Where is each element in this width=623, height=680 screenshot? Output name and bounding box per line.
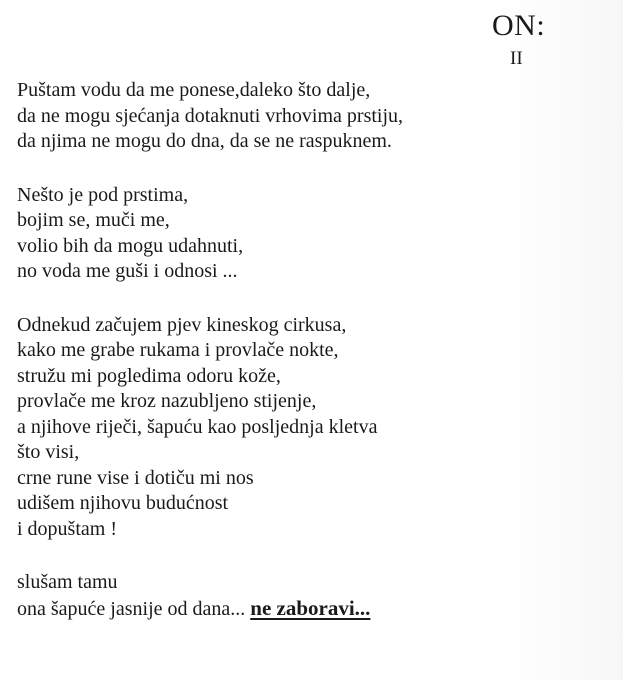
poem-line: stružu mi pogledima odoru kože, (17, 364, 281, 387)
poem-line: da ne mogu sjećanja dotaknuti vrhovima prstiju, (17, 104, 404, 127)
stanza-2 (17, 183, 617, 285)
poem-line: da njima ne mogu do dna, da se ne raspuknem. (17, 130, 392, 152)
poem-line: provlače me kroz nazubljeno stijenje, (17, 390, 317, 412)
poem-line: udišem njihovu budućnost (17, 492, 229, 514)
stanza-1 (17, 78, 617, 155)
poem-line: volio bih da mogu udahnuti, (17, 234, 244, 257)
poem-part-number: II (510, 48, 523, 69)
poem-final-line (17, 596, 617, 623)
poem-line: bojim se, muči me, (17, 209, 170, 231)
poem-line: Puštam vodu da me ponese,daleko što dalje, (17, 79, 371, 101)
stanza-3 (17, 313, 617, 543)
poem-line: kako me grabe rukama i provlače nokte, (17, 339, 339, 361)
stanza-4 (17, 570, 617, 622)
poem-line: slušam tamu (17, 571, 118, 593)
poem-line: što visi, (17, 441, 80, 463)
poem-title: ON: (492, 9, 546, 42)
final-emphasis: ne zaboravi... (250, 595, 371, 620)
poem-line: i dopuštam ! (17, 517, 117, 540)
poem-line: crne rune vise i dotiču mi nos (17, 466, 254, 489)
poem-line: no voda me guši i odnosi ... (17, 260, 238, 282)
poem-line: Nešto je pod prstima, (17, 183, 189, 206)
final-line-text: ona šapuće jasnije od dana... (17, 597, 246, 620)
poem-body (17, 78, 617, 650)
poem-line: Odnekud začujem pjev kineskog cirkusa, (17, 313, 347, 336)
poem-line: a njihove riječi, šapuću kao posljednja kletva (17, 415, 378, 438)
